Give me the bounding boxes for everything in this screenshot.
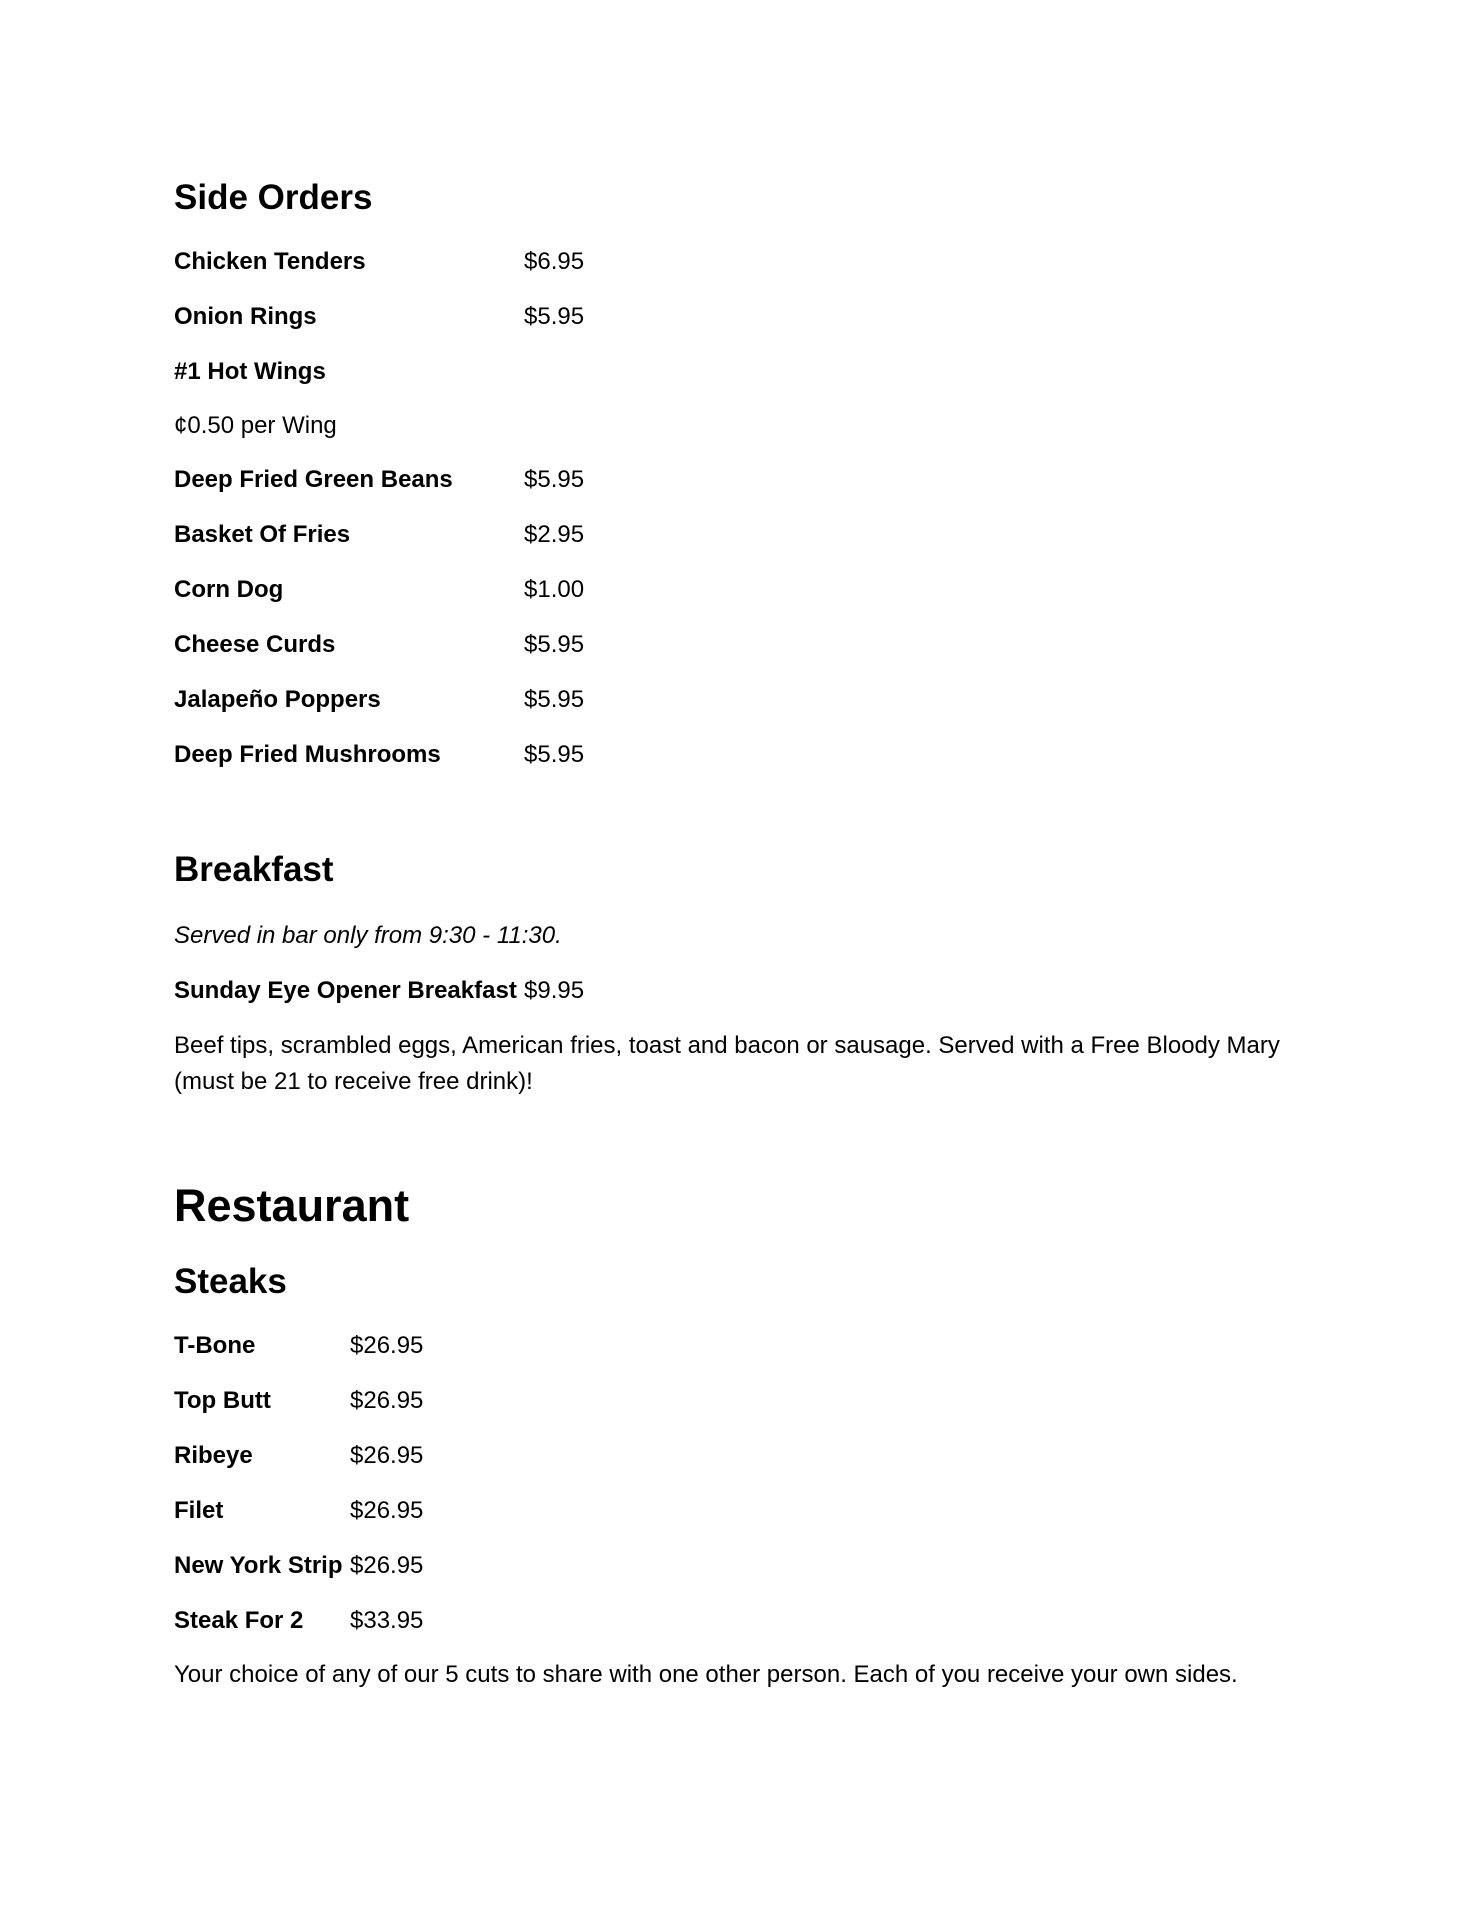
item-name: Steak For 2 (174, 1607, 304, 1634)
item-price: $5.95 (524, 303, 585, 330)
item-name: Basket Of Fries (174, 521, 351, 548)
item-name: Cheese Curds (174, 631, 336, 658)
item-price: $5.95 (524, 741, 585, 768)
breakfast-description: Beef tips, scrambled eggs, American fries, toast and bacon or sausage. Served with a Free Bloody Mary (must be 21 to receive free drink)! (174, 1032, 1280, 1095)
item-price: $5.95 (524, 631, 585, 658)
item-name: Sunday Eye Opener Breakfast (174, 977, 517, 1004)
item-name: Deep Fried Mushrooms (174, 741, 441, 768)
item-price: $33.95 (350, 1607, 424, 1634)
steak-for-2-note: Your choice of any of our 5 cuts to share with one other person. Each of you receive your own sides. (174, 1661, 1238, 1688)
item-price: $26.95 (350, 1552, 424, 1579)
item-name: T-Bone (174, 1332, 256, 1359)
item-price: $9.95 (524, 977, 585, 1004)
item-price: $6.95 (524, 248, 585, 275)
item-price: $26.95 (350, 1332, 424, 1359)
item-price: $5.95 (524, 686, 585, 713)
item-name: Deep Fried Green Beans (174, 466, 453, 493)
item-name: Filet (174, 1497, 224, 1524)
steaks-heading: Steaks (174, 1262, 287, 1301)
item-name: New York Strip (174, 1552, 343, 1579)
item-price: $2.95 (524, 521, 585, 548)
item-name: Corn Dog (174, 576, 284, 603)
side-orders-heading: Side Orders (174, 178, 373, 217)
item-name: Jalapeño Poppers (174, 686, 381, 713)
breakfast-heading: Breakfast (174, 850, 334, 889)
item-price: $1.00 (524, 576, 585, 603)
item-name: Onion Rings (174, 303, 317, 330)
item-name: Ribeye (174, 1442, 253, 1469)
item-name: Chicken Tenders (174, 248, 366, 275)
item-price: $26.95 (350, 1497, 424, 1524)
item-price: $26.95 (350, 1442, 424, 1469)
item-price: $26.95 (350, 1387, 424, 1414)
item-name: #1 Hot Wings (174, 358, 326, 385)
restaurant-heading: Restaurant (174, 1180, 410, 1231)
item-name: Top Butt (174, 1387, 271, 1414)
breakfast-hours-note: Served in bar only from 9:30 - 11:30. (174, 922, 562, 949)
item-price: $5.95 (524, 466, 585, 493)
wing-price-note: ¢0.50 per Wing (174, 412, 337, 439)
